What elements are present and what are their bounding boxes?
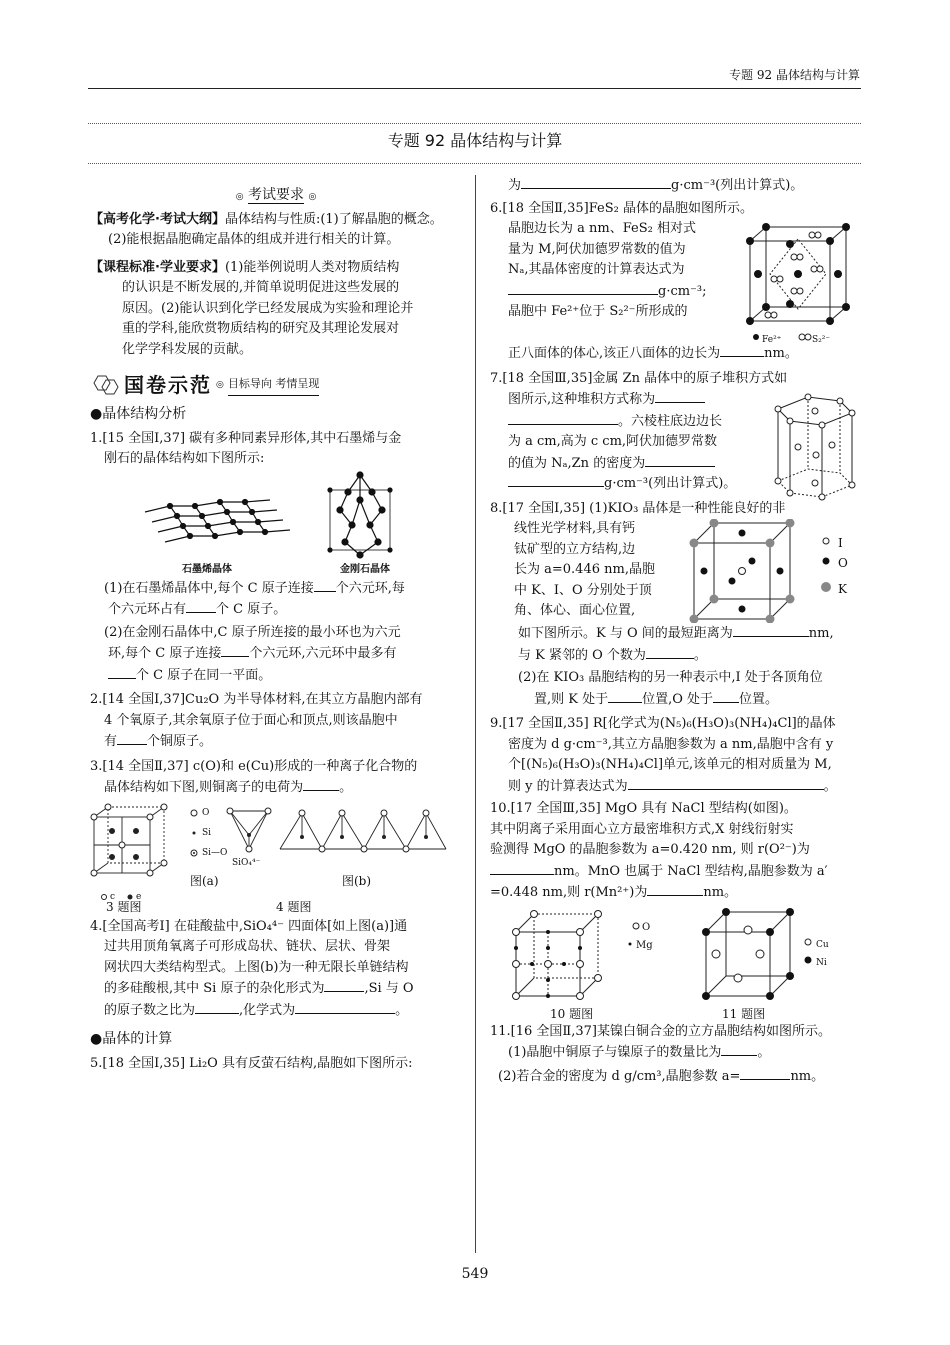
question-10-line: nm。MnO 也属于 NaCl 型结构,晶胞参数为 a′ xyxy=(490,861,862,883)
figure-b-caption: 图(b) xyxy=(342,873,372,888)
column-divider xyxy=(475,175,476,1253)
question-1-part-1-cont: 个六元环占有 个 C 原子。 xyxy=(90,599,462,621)
question-4: 4.[全国高考Ⅰ] 在硅酸盐中,SiO₄⁴⁻ 四面体[如上图(a)]通 xyxy=(90,918,408,934)
question-10-line: 验测得 MgO 的晶胞参数为 a=0.420 nm, 则 r(O²⁻)为 xyxy=(490,842,810,857)
question-8-block xyxy=(490,519,862,623)
section-structure-analysis: ●晶体结构分析 xyxy=(90,406,187,422)
question-1-part-1: (1)在石墨烯晶体中,每个 C 原子连接 个六元环,每 xyxy=(90,578,462,600)
question-9-line: 个[(N₅)₆(H₃O)₃(NH₄)₄Cl]单元,该单元的相对质量为 M, xyxy=(508,757,832,772)
diamond-caption: 金刚石晶体 xyxy=(340,563,390,575)
question-5: 5.[18 全国Ⅰ,35] Li₂O 具有反萤石结构,晶胞如下图所示: xyxy=(90,1055,413,1071)
fes2-unit-cell xyxy=(740,219,860,343)
question-8-line: 钛矿型的立方结构,边 xyxy=(514,541,636,557)
question-7-line: 。六棱柱底边边长 xyxy=(508,411,744,433)
exam-requirements-heading: ◎ 考试要求 ◎ xyxy=(235,187,317,203)
question-11-part-1: (1)晶胞中铜原子与镍原子的数量比为 。 xyxy=(490,1042,862,1064)
question-1: 1.[15 全国Ⅰ,37] 碳有多种同素异形体,其中石墨烯与金 xyxy=(90,430,402,446)
question-6-text xyxy=(508,219,728,323)
question-10: 10.[17 全国Ⅲ,35] MgO 具有 NaCl 型结构(如图)。 xyxy=(490,801,797,816)
question-8-line: 中 K、I、O 分别处于顶 xyxy=(514,582,652,598)
question-10-line: 其中阴离子采用面心立方最密堆积方式,X 射线衍射实 xyxy=(490,821,794,837)
question-4-cont: 的原子数之比为 ,化学式为 。 xyxy=(90,1000,462,1022)
figure-a-caption: 图(a) xyxy=(190,873,219,888)
page-number: 549 xyxy=(461,1266,489,1282)
question-9: 9.[17 全国Ⅱ,35] R[化学式为(N₅)₆(H₃O)₃(NH₄)₄Cl]的晶体 xyxy=(490,716,836,731)
question-4-cont: 的多硅酸根,其中 Si 原子的杂化形式为 ,Si 与 O xyxy=(90,978,462,1000)
question-6-block xyxy=(490,219,862,343)
legend-i: I xyxy=(838,536,843,550)
question-8-line8: 与 K 紧邻的 O 个数为 。 xyxy=(490,645,862,667)
gaokao-requirement: 【高考化学·考试大纲】晶体结构与性质:(1)了解晶胞的概念。 xyxy=(90,211,443,227)
question-6-line7: 正八面体的体心,该正八面体的边长为 nm。 xyxy=(490,343,862,365)
question-1-part-2-cont2: 个 C 原子在同一平面。 xyxy=(90,665,462,687)
page-title: 专题 92 晶体结构与计算 xyxy=(387,131,563,150)
legend-si: Si xyxy=(202,827,212,838)
question-6-line: 量为 M,阿伏加德罗常数的值为 xyxy=(508,241,686,257)
question-7-line: 图所示,这种堆积方式称为 xyxy=(508,389,744,411)
question-1-cont: 刚石的晶体结构如下图所示: xyxy=(104,451,265,466)
question-3: 3.[14 全国Ⅱ,37] c(O)和 e(Cu)形成的一种离子化合物的 xyxy=(90,758,418,774)
graphene-caption: 石墨烯晶体 xyxy=(182,563,232,575)
kebiao-line: 原因。(2)能认识到化学已经发展成为实验和理论并 xyxy=(122,300,414,316)
question-10-line: =0.448 nm,则 r(Mn²⁺)为 nm。 xyxy=(490,882,862,904)
title-top-rule xyxy=(88,123,861,124)
section-crystal-calculation: ●晶体的计算 xyxy=(90,1031,173,1047)
question-11: 11.[16 全国Ⅱ,37]某镍白铜合金的立方晶胞结构如图所示。 xyxy=(490,1023,832,1039)
question-6-line: 晶胞中 Fe²⁺位于 S₂²⁻所形成的 xyxy=(508,304,688,319)
legend-mg: Mg xyxy=(636,939,653,951)
figure-3-4 xyxy=(90,801,462,917)
question-8-text xyxy=(514,519,684,622)
figure-10-11 xyxy=(490,908,862,1022)
legend-o: O xyxy=(202,807,210,818)
legend-si-o: Si—O xyxy=(202,847,228,858)
figure-4-caption: 4 题图 xyxy=(276,899,312,914)
graphene-sheet xyxy=(145,499,290,542)
question-8-line: 线性光学材料,具有钙 xyxy=(514,521,636,536)
guojuan-banner: 国卷示范 ◎ 目标导向 考情呈现 xyxy=(90,372,462,398)
question-6-line: 晶胞边长为 a nm、FeS₂ 相对式 xyxy=(508,221,696,236)
question-8: 8.[17 全国Ⅰ,35] (1)KIO₃ 晶体是一种性能良好的非 xyxy=(490,500,786,516)
legend-fe: Fe²⁺ xyxy=(762,335,782,345)
graphene-diamond-figure xyxy=(90,470,462,570)
figure-11-caption: 11 题图 xyxy=(722,1006,766,1021)
kebiao-line: 的认识是不断发展的,并简单说明促进这些发展的 xyxy=(122,280,400,295)
right-column xyxy=(490,175,862,1087)
running-header: 专题 92 晶体结构与计算 xyxy=(729,68,860,82)
question-1-part-2: (2)在金刚石晶体中,C 原子所连接的最小环也为六元 xyxy=(104,624,401,640)
question-8-part-2: (2)在 KIO₃ 晶胞结构的另一种表示中,I 处于各顶角位 xyxy=(518,670,823,685)
question-6-line: g·cm⁻³; xyxy=(508,281,728,303)
legend-c: c xyxy=(110,891,116,902)
question-4-cont: 过共用顶角氧离子可形成岛状、链状、层状、骨架 xyxy=(104,939,391,954)
kio3-unit-cell xyxy=(686,519,862,623)
kebiao-requirement: 【课程标准·学业要求】(1)能举例说明人类对物质结构 xyxy=(90,259,400,275)
question-4-cont: 网状四大类结构型式。上图(b)为一种无限长单链结构 xyxy=(104,959,409,975)
question-8-line: 角、体心、面心位置, xyxy=(514,603,636,618)
question-7: 7.[18 全国Ⅲ,35]金属 Zn 晶体中的原子堆积方式如 xyxy=(490,370,788,386)
nacl-nicu-cells xyxy=(490,908,862,1004)
gaokao-requirement-cont: (2)能根据晶胞确定晶体的组成并进行相关的计算。 xyxy=(108,232,400,247)
question-9-line: 密度为 d g·cm⁻³,其立方晶胞参数为 a nm,晶胞中含有 y xyxy=(508,736,834,752)
question-3-cont: 晶体结构如下图,则铜离子的电荷为 。 xyxy=(90,777,462,799)
hexagon-logo-icon xyxy=(90,372,120,398)
figure-10-caption: 10 题图 xyxy=(550,1006,594,1021)
kebiao-line: 重的学科,能欣赏物质结构的研究及其理论发展对 xyxy=(122,321,400,336)
question-5-cont: 为 g·cm⁻³(列出计算式)。 xyxy=(490,175,862,197)
question-7-line: 的值为 Nₐ,Zn 的密度为 xyxy=(508,453,744,475)
question-2-cont: 4 个氧原子,其余氧原子位于面心和顶点,则该晶胞中 xyxy=(104,712,398,728)
question-7-text xyxy=(508,389,744,474)
figure-graphene-diamond xyxy=(90,470,462,578)
left-column xyxy=(90,185,462,1074)
question-9-line: 则 y 的计算表达式为 。 xyxy=(490,776,862,798)
legend-k: K xyxy=(838,582,847,596)
question-6-line: Nₐ,其晶体密度的计算表达式为 xyxy=(508,262,685,277)
legend-o: O xyxy=(838,556,848,570)
guojuan-tag: 目标导向 考情呈现 xyxy=(228,374,320,396)
question-8-part-2-cont: 置,则 K 处于 位置,O 处于 位置。 xyxy=(490,689,862,711)
question-8-line: 长为 a=0.446 nm,晶胞 xyxy=(514,562,655,577)
header-rule xyxy=(88,88,861,89)
legend-e: e xyxy=(136,891,142,902)
question-2-cont2: 有 个铜原子。 xyxy=(90,731,462,753)
question-7-line: 为 a cm,高为 c cm,阿伏加德罗常数 xyxy=(508,434,718,449)
figure-3-caption: 3 题图 xyxy=(106,899,142,914)
question-8-line7: 如下图所示。K 与 O 间的最短距离为 nm, xyxy=(490,623,862,645)
title-bottom-rule xyxy=(88,163,861,164)
legend-ni: Ni xyxy=(816,957,827,968)
legend-s2: S₂²⁻ xyxy=(812,335,831,345)
question-6: 6.[18 全国Ⅱ,35]FeS₂ 晶体的晶胞如图所示。 xyxy=(490,200,753,216)
kebiao-line: 化学学科发展的贡献。 xyxy=(122,341,253,357)
hcp-zn-cell xyxy=(758,391,862,509)
question-7-block xyxy=(490,389,862,513)
question-2: 2.[14 全国Ⅰ,37]Cu₂O 为半导体材料,在其立方晶胞内部有 xyxy=(90,692,423,707)
sio4-label: SiO₄⁴⁻ xyxy=(232,857,261,868)
question-1-part-2-cont: 环,每个 C 原子连接 个六元环,六元环中最多有 xyxy=(90,643,462,665)
legend-cu: Cu xyxy=(816,939,829,950)
question-7-line6: g·cm⁻³(列出计算式)。 xyxy=(490,473,862,495)
legend-o-ion: O xyxy=(642,921,651,933)
question-11-part-2: (2)若合金的密度为 d g/cm³,晶胞参数 a= nm。 xyxy=(490,1066,862,1088)
